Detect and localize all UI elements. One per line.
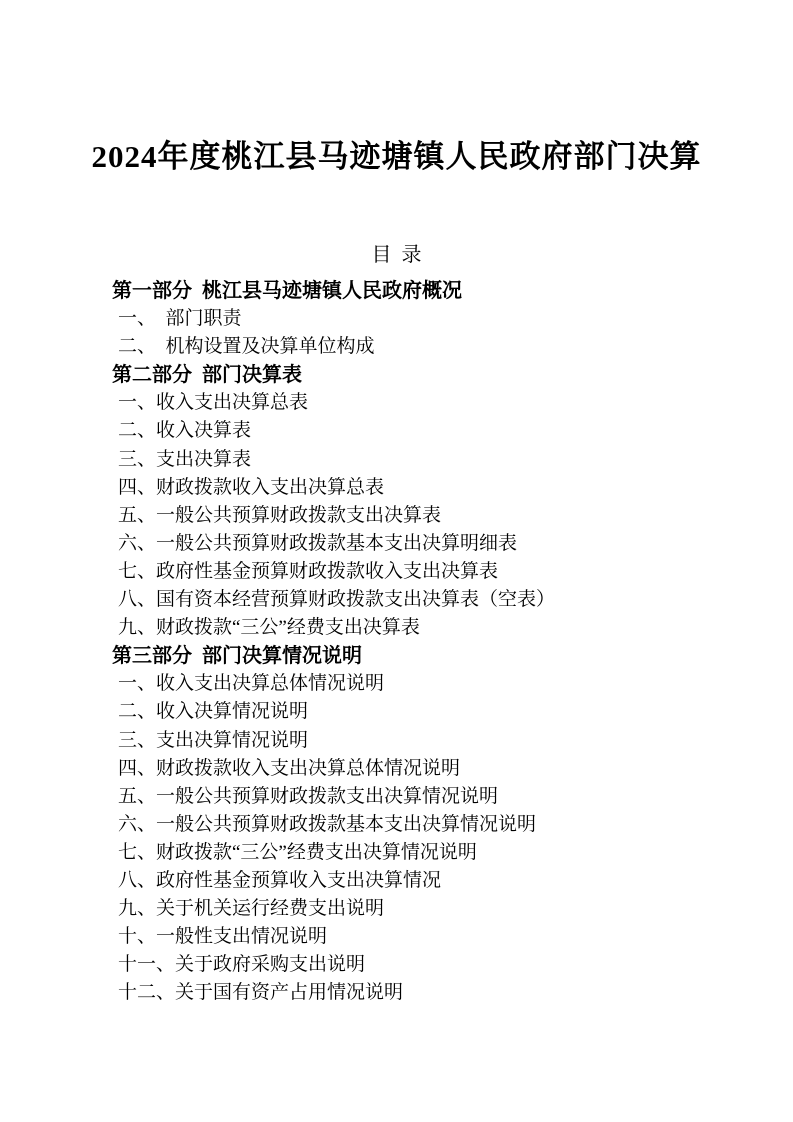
toc-item: 二、 机构设置及决算单位构成 xyxy=(118,336,375,358)
toc-item: 四、财政拨款收入支出决算总表 xyxy=(118,476,385,498)
toc-section-heading: 第一部分 桃江县马迹塘镇人民政府概况 xyxy=(112,280,462,302)
toc-item: 四、财政拨款收入支出决算总体情况说明 xyxy=(118,757,461,779)
toc-item: 三、支出决算情况说明 xyxy=(118,729,309,751)
toc-item: 一、收入支出决算总表 xyxy=(118,392,309,414)
toc-item: 一、收入支出决算总体情况说明 xyxy=(118,673,385,695)
toc-item: 十、一般性支出情况说明 xyxy=(118,926,328,948)
toc-item: 十二、关于国有资产占用情况说明 xyxy=(118,982,404,1004)
toc-item: 九、关于机关运行经费支出说明 xyxy=(118,898,385,920)
toc-item: 七、政府性基金预算财政拨款收入支出决算表 xyxy=(118,560,499,582)
toc-item: 六、一般公共预算财政拨款基本支出决算明细表 xyxy=(118,532,518,554)
toc-item: 九、财政拨款“三公”经费支出决算表 xyxy=(118,617,420,639)
toc-item: 五、一般公共预算财政拨款支出决算情况说明 xyxy=(118,785,499,807)
document-title: 2024年度桃江县马迹塘镇人民政府部门决算 xyxy=(91,139,702,174)
toc xyxy=(112,277,733,1007)
toc-item: 八、政府性基金预算收入支出决算情况 xyxy=(118,869,442,891)
toc-item: 二、收入决算情况说明 xyxy=(118,701,309,723)
toc-item: 六、一般公共预算财政拨款基本支出决算情况说明 xyxy=(118,813,537,835)
toc-item: 一、 部门职责 xyxy=(118,308,242,330)
toc-item: 十一、关于政府采购支出说明 xyxy=(118,954,366,976)
toc-item: 二、收入决算表 xyxy=(118,420,252,442)
toc-section-heading: 第二部分 部门决算表 xyxy=(112,364,302,387)
toc-item: 三、支出决算表 xyxy=(118,448,252,470)
toc-heading: 目 录 xyxy=(371,244,422,266)
toc-item: 五、一般公共预算财政拨款支出决算表 xyxy=(118,504,442,526)
toc-item: 七、财政拨款“三公”经费支出决算情况说明 xyxy=(118,841,477,863)
toc-item: 八、国有资本经营预算财政拨款支出决算表（空表） xyxy=(118,589,556,611)
toc-section-heading: 第三部分 部门决算情况说明 xyxy=(112,645,362,668)
